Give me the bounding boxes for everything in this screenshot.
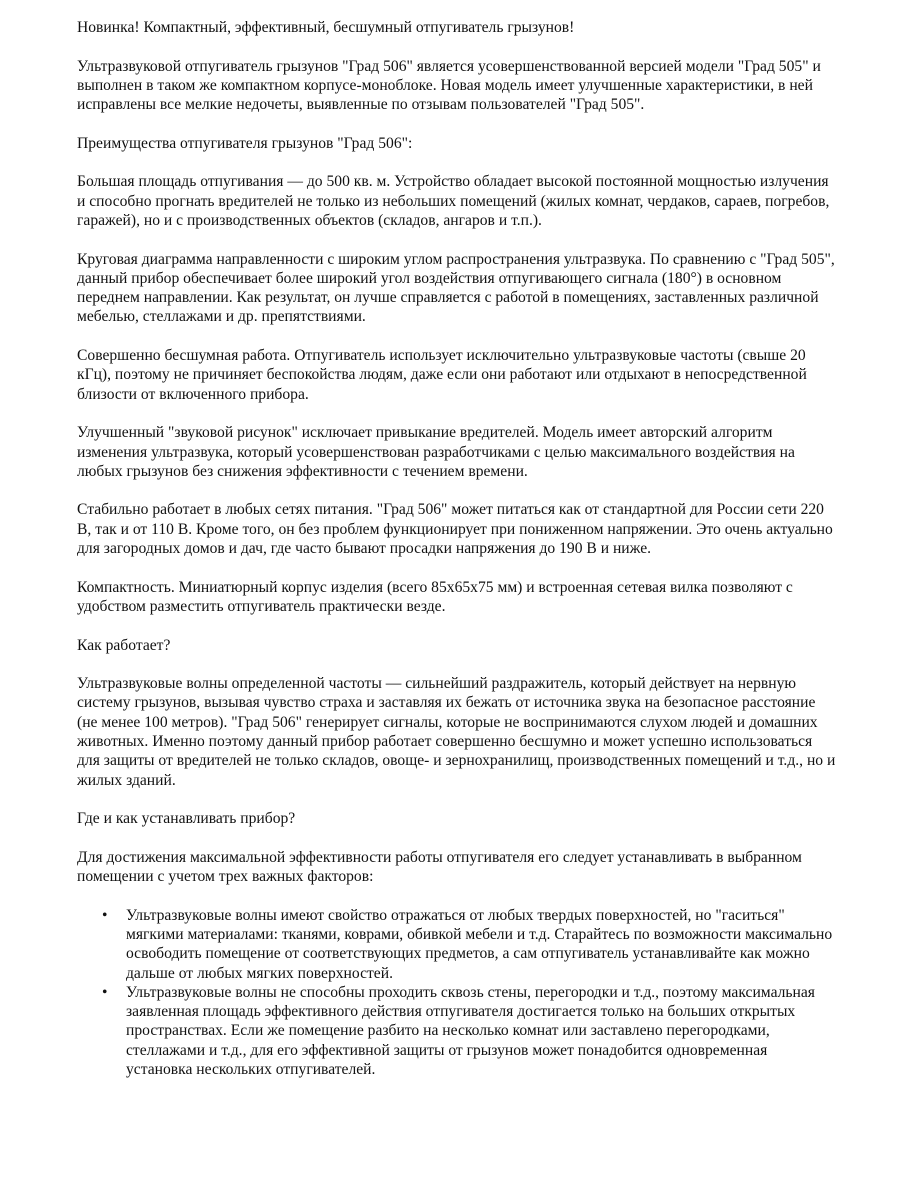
advantages-heading: Преимущества отпугивателя грызунов "Град 506": (77, 134, 413, 152)
advantage-silent: Совершенно бесшумная работа. Отпугиватель использует исключительно ультразвуковые частоты (свыше 20 кГц), поэтому не причиняет беспокойства людям, даже если они работают или отдыхают в непосредственной близости от включенного прибора. (77, 347, 807, 403)
how-it-works-text: Ультразвуковые волны определенной частоты — сильнейший раздражитель, который действует на нервную систему грызунов, вызывая чувство страха и заставляя их бежать от источника звука на безопасное расстояние (не менее 100 метров). "Град 506" генерирует сигналы, которые не воспринимаются слухом людей и домашних животных. Именно поэтому данный прибор работает совершенно бесшумно и может успешно использоваться для защиты от вредителей не только складов, овоще- и зернохранилищ, производственных помещений и т.д., но и жилых зданий. (77, 675, 836, 789)
product-description: Ультразвуковой отпугиватель грызунов "Град 506" является усовершенствованной версией модели "Град 505" и выполнен в таком же компактном корпусе-моноблоке. Новая модель имеет улучшенные характеристики, в ней исправлены все мелкие недочеты, выявленные по отзывам пользователей "Град 505". (77, 57, 821, 114)
advantage-compact: Компактность. Миниатюрный корпус изделия (всего 85х65х75 мм) и встроенная сетевая вилка позволяют с удобством разместить отпугиватель практически везде. (77, 578, 793, 615)
advantage-directivity: Круговая диаграмма направленности с широким углом распространения ультразвука. По сравнению с "Град 505", данный прибор обеспечивает более широкий угол воздействия отпугивающего сигнала (180°) в основном переднем направлении. Как результат, он лучше справляется с работой в помещениях, заставленных различной мебелью, стеллажами и др. препятствиями. (77, 250, 835, 326)
advantage-sound-pattern: Улучшенный "звуковой рисунок" исключает привыкание вредителей. Модель имеет авторский алгоритм изменения ультразвука, который усовершенствован разработчиками с целью максимального воздействия на любых грызунов без снижения эффективности с течением времени. (77, 424, 795, 480)
intro-headline: Новинка! Компактный, эффективный, бесшумный отпугиватель грызунов! (77, 19, 575, 36)
advantage-area: Большая площадь отпугивания — до 500 кв. м. Устройство обладает высокой постоянной мощностью излучения и способно прогнать вредителей не только из небольших помещений (жилых комнат, чердаков, сараев, погребов, гаражей), но и с производственных объектов (складов, ангаров и т.п.). (77, 173, 830, 229)
list-item-text: Ультразвуковые волны имеют свойство отражаться от любых твердых поверхностей, но "гаситься" мягкими материалами: тканями, коврами, обивкой мебели и т.д. Старайтесь по возможности максимально освободить помещение от соответствующих предметов, а сам отпугиватель устанавливайте как можно дальше от любых мягких поверхностей. (126, 906, 833, 982)
list-item-text: Ультразвуковые волны не способны проходить сквозь стены, перегородки и т.д., поэтому максимальная заявленная площадь эффективного действия отпугивателя достигается только на больших открытых пространствах. Если же помещение разбито на несколько комнат или заставлено перегородками, стеллажами и т.д., для его эффективной защиты от грызунов может понадобится одновременная установка нескольких отпугивателей. (126, 983, 815, 1079)
bullet-icon: • (102, 906, 108, 924)
how-it-works-heading: Как работает? (77, 636, 171, 654)
bullet-icon: • (102, 983, 108, 1001)
document-body (77, 18, 837, 1079)
installation-heading: Где и как устанавливать прибор? (77, 810, 296, 828)
list-item (77, 906, 837, 983)
list-item (77, 983, 837, 1079)
installation-intro: Для достижения максимальной эффективности работы отпугивателя его следует устанавливать в выбранном помещении с учетом трех важных факторов: (77, 848, 802, 886)
installation-factors-list (77, 906, 837, 1080)
advantage-power: Стабильно работает в любых сетях питания. "Град 506" может питаться как от стандартной для России сети 220 В, так и от 110 В. Кроме того, он без проблем функционирует при пониженном напряжении. Это очень актуально для загородных домов и дач, где часто бывают просадки напряжения до 190 В и ниже. (77, 501, 833, 558)
